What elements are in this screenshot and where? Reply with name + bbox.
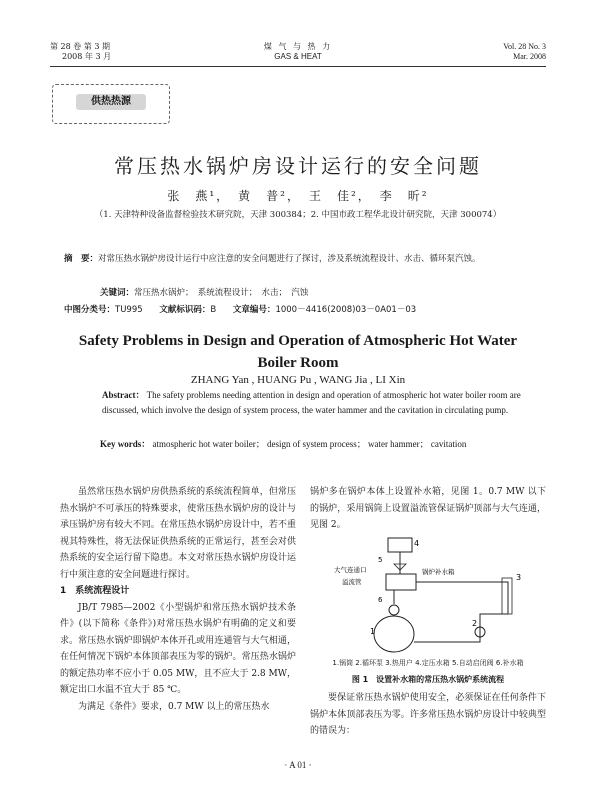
doc-code-value: B (210, 305, 217, 315)
body-paragraph-right-2: 要保证常压热水锅炉使用安全，必须保证在任何条件下锅炉本体顶部表压为零。许多常压热水锅炉房设计中较典型的错误为： (310, 693, 546, 736)
clc-value: TU995 (115, 305, 143, 315)
figure-1-diagram (330, 534, 530, 656)
pressure-tank-shape (388, 538, 412, 552)
boiler-top-shape (389, 605, 399, 615)
body-paragraph-2: JB/T 7985—2002《小型锅炉和常压热水锅炉技术条件》(以下简称《条件》)对常压热水锅炉有明确的定义和要求。常压热水锅炉即锅炉本体开孔或用连通管与大气相通，在任何情况下锅炉本体顶部表压为零的锅炉。常压热水锅炉的额定热功率不应小于 0.05 MW，且不应大于 2.8 MW，额定出口水温不宜大于 85 ℃。 (60, 602, 296, 695)
classification-line (64, 303, 544, 318)
doc-code-label: 文献标识码： (159, 305, 211, 315)
label-6: 6 (378, 596, 383, 604)
header-rule (50, 66, 546, 67)
body-paragraph-right-1: 锅炉多在锅炉本体上设置补水箱，见图 1。0.7 MW 以下的锅炉，采用锅筒上设置溢流管保证锅炉顶部与大气连通，见图 2。 (310, 487, 546, 530)
article-no-value: 1000－4416(2008)03－0A01－03 (275, 305, 417, 315)
return-line (414, 614, 508, 642)
label-overflow: 溢流管 (342, 578, 362, 586)
keywords-label-en: Key words： (100, 439, 151, 449)
abstract-en (102, 388, 534, 418)
body-left-column (60, 484, 296, 715)
keywords-zh (100, 286, 540, 301)
journal-name-en: GAS & HEAT (274, 52, 322, 61)
keywords-text-zh: 常压热水锅炉； 系统流程设计； 水击； 汽蚀 (134, 288, 309, 298)
volume-issue-zh: 第 28 卷 第 3 期 (50, 42, 110, 51)
authors-en: ZHANG Yan , HUANG Pu , WANG Jia , LI Xin (190, 374, 406, 386)
label-5: 5 (378, 556, 383, 564)
date-en: Mar. 2008 (513, 52, 546, 61)
abstract-label-en: Abstract： (102, 390, 145, 400)
supply-line (416, 582, 508, 614)
abstract-zh (64, 252, 534, 267)
heat-user-shape (502, 578, 512, 614)
label-vent: 大气连通口 (334, 566, 367, 574)
section-heading-1: 1 系统流程设计 (60, 586, 130, 596)
intro-paragraph: 虽然常压热水锅炉房供热系统的系统流程简单，但常压热水锅炉不可承压的特殊要求，使常压热水锅炉房的设计与承压锅炉房有较大不同。在常压热水锅炉房设计中，若不重视其特殊性，将无法保证供热系统的正常运行，甚至会对供热系统的安全运行留下隐患。本文对常压热水锅炉房设计运行中须注意的安全问题进行探讨。 (60, 487, 296, 580)
body-right-column-lower (310, 690, 546, 740)
volume-issue-en: Vol. 28 No. 3 (503, 42, 546, 51)
body-paragraph-3: 为满足《条件》要求，0.7 MW 以上的常压热水 (78, 701, 270, 712)
article-no-label: 文章编号： (232, 305, 276, 315)
keywords-label-zh: 关键词： (100, 288, 135, 298)
header-journal (198, 42, 398, 62)
paper-title-zh: 常压热水锅炉房设计运行的安全问题 (114, 154, 482, 178)
boiler-drum-shape (374, 616, 414, 652)
label-tank: 锅炉补水箱 (422, 568, 455, 576)
journal-name-zh: 煤 气 与 热 力 (263, 42, 333, 51)
body-right-column (310, 484, 546, 534)
figure-1-legend: 1.锅筒 2.循环泵 3.热用户 4.定压水箱 5.自动启闭阀 6.补水箱 (332, 659, 524, 667)
paper-title-en: Safety Problems in Design and Operation of Atmospheric Hot Water Boiler Room (78, 333, 518, 371)
label-2: 2 (472, 619, 478, 628)
label-3: 3 (516, 573, 522, 582)
authors-zh: 张 燕¹， 黄 普²， 王 佳²， 李 昕² (167, 189, 429, 203)
abstract-text-en: The safety problems needing attention in design and operation of atmospheric hot water boiler room are discussed, which involve the design of system process, the water hammer and the cavitation in circulating pump. (102, 390, 521, 415)
label-4: 4 (414, 539, 420, 548)
abstract-label-zh: 摘 要： (64, 254, 99, 264)
abstract-text-zh: 对常压热水锅炉房设计运行中应注意的安全问题进行了探讨，涉及系统流程设计、水击、循环泵汽蚀。 (98, 254, 481, 264)
keywords-en (100, 437, 534, 452)
makeup-tank-shape (386, 574, 416, 590)
date-zh: 2008 年 3 月 (62, 52, 112, 61)
label-1: 1 (370, 627, 376, 636)
clc-label: 中图分类号： (64, 305, 116, 315)
page-number: · A 01 · (284, 760, 312, 770)
header-volume-zh (50, 42, 190, 62)
keywords-text-en: atmospheric hot water boiler； design of system process； water hammer； cavitation (152, 439, 467, 449)
affiliation-zh: （1. 天津特种设备监督检验技术研究院，天津 300384；2. 中国市政工程华北设计研究院，天津 300074） (94, 210, 502, 220)
figure-1-caption: 图 1 设置补水箱的常压热水锅炉系统流程 (351, 675, 505, 684)
column-tag: 供热热源 (76, 94, 146, 110)
header-volume-en (440, 42, 546, 62)
